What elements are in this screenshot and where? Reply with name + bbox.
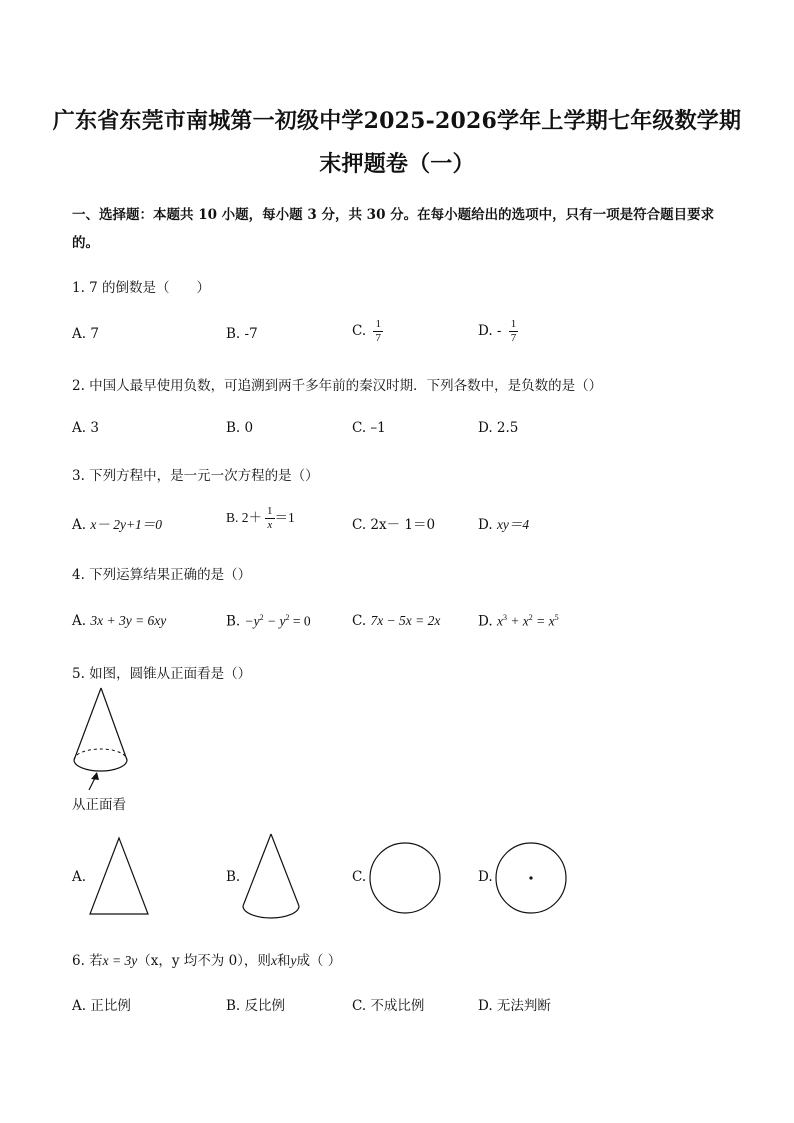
question-4-option-c [352,613,440,629]
option-prefix: D. [478,613,493,630]
question-5-option-a: A. [72,869,87,885]
fraction-denominator: 7 [510,332,517,344]
stem-and: 和 [276,953,291,969]
question-6-option-c: C. 不成比例 [352,998,425,1014]
page-title-line-1: 广东省东莞市南城第一初级中学2025-2026学年上学期七年级数学期 [52,108,742,134]
question-5-option-d: D. [478,869,493,885]
question-5-option-b: B. [226,869,241,885]
option-d-circle-with-center-figure [494,841,568,915]
fraction [265,505,275,532]
equation-term: −y [244,613,260,629]
question-4-option-d [478,613,559,630]
option-b-cone-figure [240,832,302,922]
question-6-option-b: B. 反比例 [226,998,286,1014]
fraction-denominator: x [267,519,273,531]
page-title-line-2: 末押题卷（一） [319,151,475,177]
question-4-option-b [226,613,311,630]
exponent: 3 [502,613,507,622]
question-2-option-b: B. 0 [226,420,254,436]
stem-suffix: 成（ ） [296,953,342,969]
cone-figure [70,684,134,794]
option-prefix: B. [226,613,241,630]
question-1-option-c [352,318,383,345]
question-4-stem: 4. 下列运算结果正确的是（） [72,567,252,583]
option-prefix: A. [72,517,91,533]
question-1-option-a: A. 7 [72,326,99,342]
exponent: 2 [259,613,264,622]
question-4-option-a [72,613,166,629]
section-heading-line-1: 一、选择题：本题共 10 小题，每小题 3 分，共 30 分。在每小题给出的选项中，只有一项是符合题目要求 [72,207,715,223]
question-2-option-a: A. 3 [72,420,99,436]
option-c-circle-figure [368,841,442,915]
variable-y: y [290,953,297,968]
cone-figure-caption: 从正面看 [72,797,126,813]
fraction-denominator: 7 [375,332,381,344]
exponent: 5 [554,613,559,622]
question-2-option-d: D. 2.5 [478,420,519,436]
fraction-numerator: 1 [375,318,381,330]
question-6-stem [72,949,341,969]
option-a-triangle-figure [88,836,150,916]
equation-suffix: ＝1 [274,510,295,525]
equation-term: − y [263,613,286,629]
equation: x－ 2y+1＝0 [90,517,163,532]
question-1-option-d [478,318,518,345]
equation-term: + x [506,613,529,629]
fraction-numerator: 1 [510,318,517,330]
equation: 3x + 3y = 6xy [90,613,167,628]
option-prefix: A. [72,613,87,629]
question-5-stem: 5. 如图，圆锥从正面看是（） [72,666,252,682]
question-3-option-b [226,505,295,532]
question-1-option-c-prefix: C. [352,323,367,339]
equation-term: x [496,613,503,629]
equation: x = 3y [102,953,138,968]
question-1-option-c-fraction [373,318,383,345]
equation: 7x − 5x = 2x [370,613,441,628]
option-prefix: D. [478,517,497,533]
question-1-option-b: B. -7 [226,326,258,342]
fraction-numerator: 1 [267,505,273,517]
question-2-stem: 2. 中国人最早使用负数，可追溯到两千多年前的秦汉时期．下列各数中，是负数的是（） [72,378,603,394]
stem-prefix: 6. 若 [72,953,103,969]
question-3-stem: 3. 下列方程中，是一元一次方程的是（） [72,468,319,484]
section-heading-line-2: 的。 [72,235,99,251]
question-2-option-c: C. –1 [352,420,386,436]
option-prefix: B. 2＋ [226,510,263,525]
question-5-option-c: C. [352,869,367,885]
equation: xy＝4 [496,517,530,532]
question-1-stem: 1. 7 的倒数是（ ） [72,280,211,296]
question-3-option-d [478,513,529,533]
equation-term: = x [532,613,555,629]
question-3-option-c: C. 2x－ 1＝0 [352,517,436,533]
equation-term: = 0 [289,613,311,629]
variable-x: x [270,953,277,968]
exponent: 2 [285,613,290,622]
option-prefix: C. [352,613,367,629]
exponent: 2 [528,613,533,622]
question-6-option-d: D. 无法判断 [478,998,551,1014]
question-1-option-d-fraction [509,318,519,345]
question-6-option-a: A. 正比例 [72,998,131,1014]
question-3-option-a [72,513,162,533]
question-1-option-d-prefix: D. - [478,323,502,339]
stem-condition: （x，y 均不为 0），则 [137,953,271,969]
